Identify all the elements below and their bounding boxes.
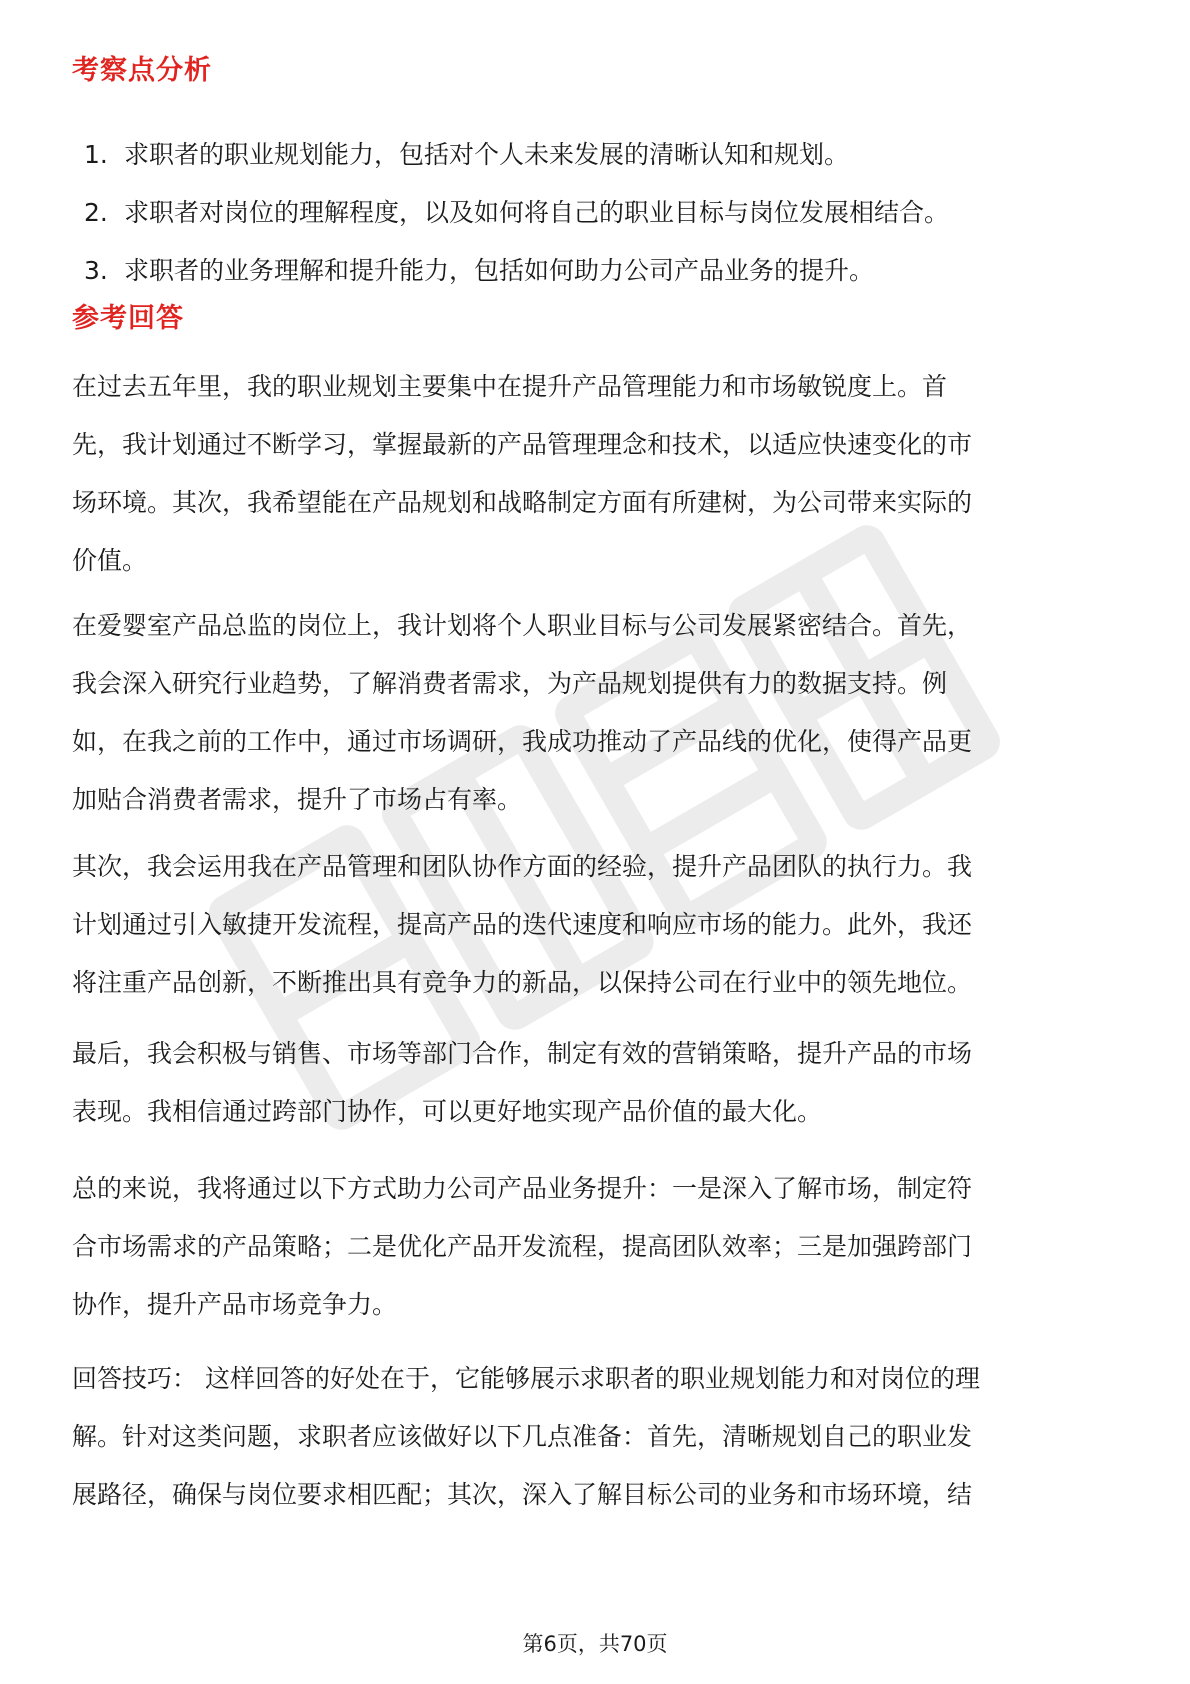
paragraph	[72, 1350, 1122, 1524]
text-line: 解。针对这类问题，求职者应该做好以下几点准备：首先，清晰规划自己的职业发	[72, 1422, 973, 1451]
list-text: 求职者对岗位的理解程度，以及如何将自己的职业目标与岗位发展相结合。	[124, 198, 950, 227]
text-line: 其次，我会运用我在产品管理和团队协作方面的经验，提升产品团队的执行力。我	[72, 852, 973, 881]
text-line: 展路径，确保与岗位要求相匹配；其次，深入了解目标公司的业务和市场环境，结	[72, 1480, 973, 1509]
text-line: 在过去五年里，我的职业规划主要集中在提升产品管理能力和市场敏锐度上。首	[72, 372, 948, 401]
text-line: 先，我计划通过不断学习，掌握最新的产品管理理念和技术，以适应快速变化的市	[72, 430, 973, 459]
list-text: 求职者的业务理解和提升能力，包括如何助力公司产品业务的提升。	[124, 256, 875, 285]
list-text: 求职者的职业规划能力，包括对个人未来发展的清晰认知和规划。	[124, 140, 850, 169]
list-item	[84, 242, 949, 300]
list-item	[84, 126, 949, 184]
paragraph	[72, 358, 1122, 590]
analysis-heading: 考察点分析	[72, 55, 212, 86]
list-item	[84, 184, 949, 242]
text-line: 合市场需求的产品策略；二是优化产品开发流程，提高团队效率；三是加强跨部门	[72, 1232, 973, 1261]
analysis-list	[84, 126, 949, 300]
text-line: 计划通过引入敏捷开发流程，提高产品的迭代速度和响应市场的能力。此外，我还	[72, 910, 973, 939]
text-line: 价值。	[72, 546, 148, 575]
list-number: 3.	[84, 256, 108, 285]
text-line: 如，在我之前的工作中，通过市场调研，我成功推动了产品线的优化，使得产品更	[72, 727, 973, 756]
text-line: 场环境。其次，我希望能在产品规划和战略制定方面有所建树，为公司带来实际的	[72, 488, 973, 517]
paragraph	[72, 1160, 1122, 1334]
page-footer: 第6页，共70页	[522, 1632, 668, 1656]
paragraph	[72, 597, 1122, 829]
text-line: 加贴合消费者需求，提升了市场占有率。	[72, 785, 523, 814]
text-line: 协作，提升产品市场竞争力。	[72, 1290, 398, 1319]
text-line: 我会深入研究行业趋势，了解消费者需求，为产品规划提供有力的数据支持。例	[72, 669, 948, 698]
text-line: 表现。我相信通过跨部门协作，可以更好地实现产品价值的最大化。	[72, 1097, 823, 1126]
text-line: 将注重产品创新，不断推出具有竞争力的新品，以保持公司在行业中的领先地位。	[72, 968, 973, 997]
text-line: 最后，我会积极与销售、市场等部门合作，制定有效的营销策略，提升产品的市场	[72, 1039, 973, 1068]
list-number: 1.	[84, 140, 108, 169]
paragraph	[72, 1025, 1122, 1141]
list-number: 2.	[84, 198, 108, 227]
paragraph	[72, 838, 1122, 1012]
answer-heading: 参考回答	[72, 303, 184, 334]
text-line: 回答技巧： 这样回答的好处在于，它能够展示求职者的职业规划能力和对岗位的理	[72, 1364, 980, 1393]
text-line: 在爱婴室产品总监的岗位上，我计划将个人职业目标与公司发展紧密结合。首先，	[72, 611, 973, 640]
text-line: 总的来说，我将通过以下方式助力公司产品业务提升：一是深入了解市场，制定符	[72, 1174, 973, 1203]
